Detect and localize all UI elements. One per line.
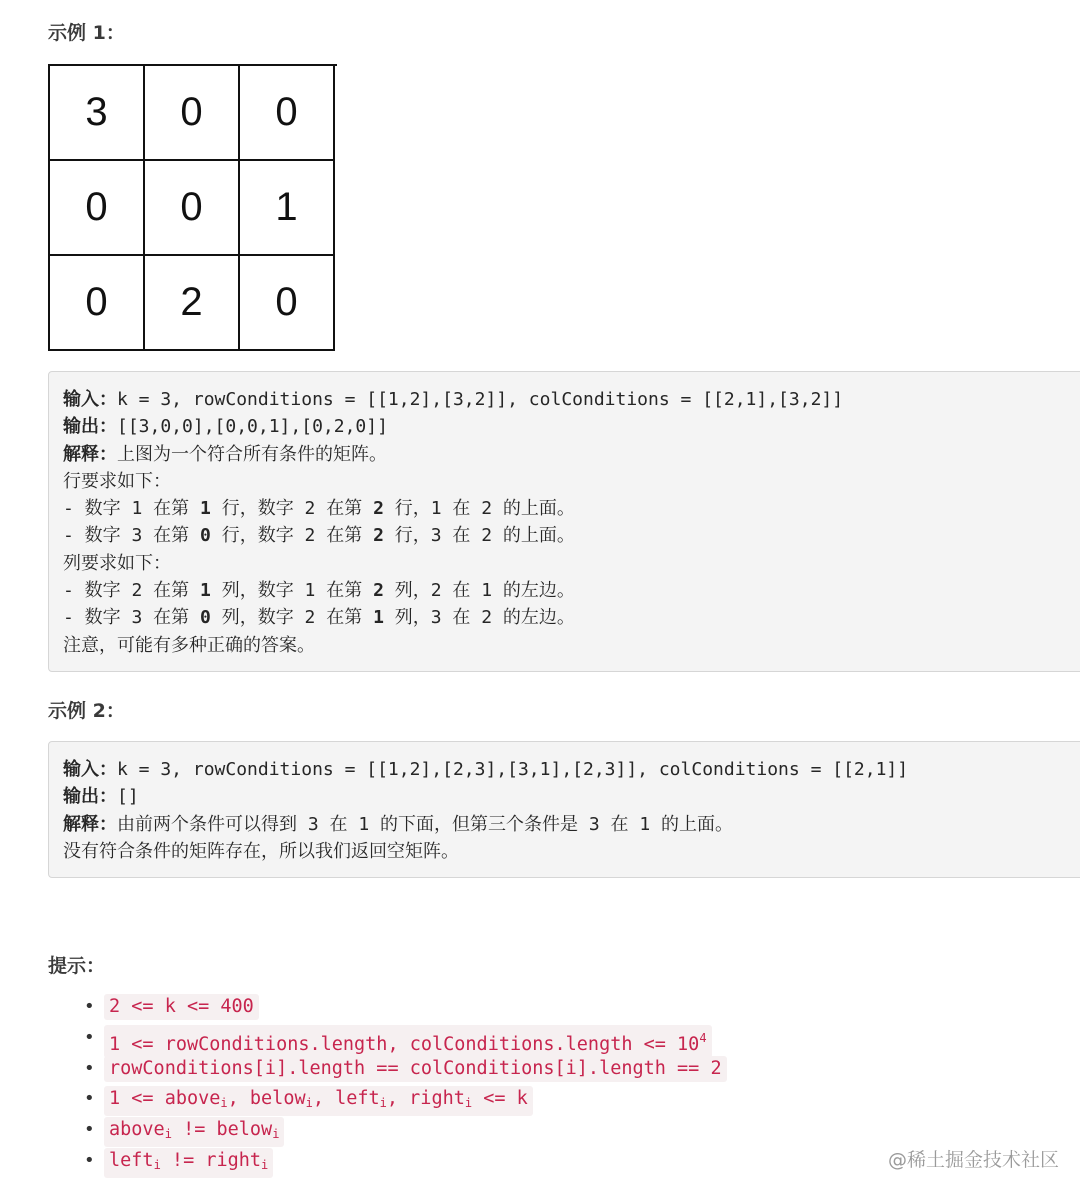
explain-label: 解释：: [63, 813, 117, 835]
explain-line: [63, 811, 1080, 838]
col-requirement-1: - 数字 2 在第 1 列，数字 1 在第 2 列，2 在 1 的左边。: [63, 580, 575, 602]
row-requirements-heading: 行要求如下：: [63, 470, 171, 492]
input-line: [63, 386, 1080, 413]
constraint-code: 1 <= above$_i$, below$_i$, left$_i$, right$_i$ <= k: [104, 1086, 533, 1116]
matrix-cell: 0: [50, 256, 145, 351]
explain-label: 解释：: [63, 443, 117, 465]
input-label: 输入：: [63, 389, 117, 410]
row-requirement-2: - 数字 3 在第 0 行，数字 2 在第 2 行，3 在 2 的上面。: [63, 525, 575, 547]
hints-list: [64, 994, 727, 1179]
explain-text: 上图为一个符合所有条件的矩阵。: [117, 443, 387, 465]
list-item: [64, 1025, 727, 1056]
input-label: 输入：: [63, 759, 117, 780]
output-line: [63, 783, 1080, 810]
output-label: 输出：: [63, 786, 117, 808]
example-1-matrix: [48, 64, 337, 351]
example-1-heading: 示例 1：: [48, 22, 125, 44]
explain-continuation: 没有符合条件的矩阵存在，所以我们返回空矩阵。: [63, 840, 459, 862]
output-label: 输出：: [63, 416, 117, 438]
matrix-cell: 1: [240, 161, 335, 256]
matrix-cell: 0: [145, 66, 240, 161]
col-requirement-2: - 数字 3 在第 0 列，数字 2 在第 1 列，3 在 2 的左边。: [63, 607, 575, 629]
constraint-code: rowConditions[i].length == colConditions[i].length == 2: [104, 1056, 727, 1082]
list-item: [64, 1148, 727, 1179]
matrix-cell: 3: [50, 66, 145, 161]
explain-line: [63, 441, 1080, 468]
matrix-cell: 0: [50, 161, 145, 256]
constraint-code: above$_i$ != below$_i$: [104, 1117, 284, 1147]
constraint-code: 1 <= rowConditions.length, colConditions.length <= $10^4$: [104, 1025, 712, 1058]
row-requirement-1: - 数字 1 在第 1 行，数字 2 在第 2 行，1 在 2 的上面。: [63, 498, 575, 520]
list-item: [64, 994, 727, 1025]
note-line: 注意，可能有多种正确的答案。: [63, 634, 315, 656]
output-text: []: [117, 786, 139, 808]
col-requirements-heading: 列要求如下：: [63, 552, 171, 574]
example-2-code-block: [48, 741, 1080, 878]
constraint-code: left$_i$ != right$_i$: [104, 1148, 273, 1178]
list-item: [64, 1117, 727, 1148]
output-text: [[3,0,0],[0,0,1],[0,2,0]]: [117, 416, 388, 438]
example-2-heading: 示例 2：: [48, 700, 125, 722]
example-1-code-block: [48, 371, 1080, 672]
hints-heading: 提示：: [48, 955, 106, 977]
constraint-code: 2 <= k <= 400: [104, 994, 259, 1020]
explain-text: 由前两个条件可以得到 3 在 1 的下面，但第三个条件是 3 在 1 的上面。: [117, 813, 734, 835]
matrix-cell: 0: [240, 256, 335, 351]
input-line: [63, 756, 1080, 783]
list-item: [64, 1056, 727, 1087]
output-line: [63, 413, 1080, 440]
input-text: k = 3, rowConditions = [[1,2],[2,3],[3,1],[2,3]], colConditions = [[2,1]]: [117, 759, 909, 780]
matrix-cell: 0: [240, 66, 335, 161]
matrix-cell: 0: [145, 161, 240, 256]
matrix-cell: 2: [145, 256, 240, 351]
watermark: @稀土掘金技术社区: [888, 1149, 1060, 1171]
input-text: k = 3, rowConditions = [[1,2],[3,2]], colConditions = [[2,1],[3,2]]: [117, 389, 844, 410]
list-item: [64, 1086, 727, 1117]
